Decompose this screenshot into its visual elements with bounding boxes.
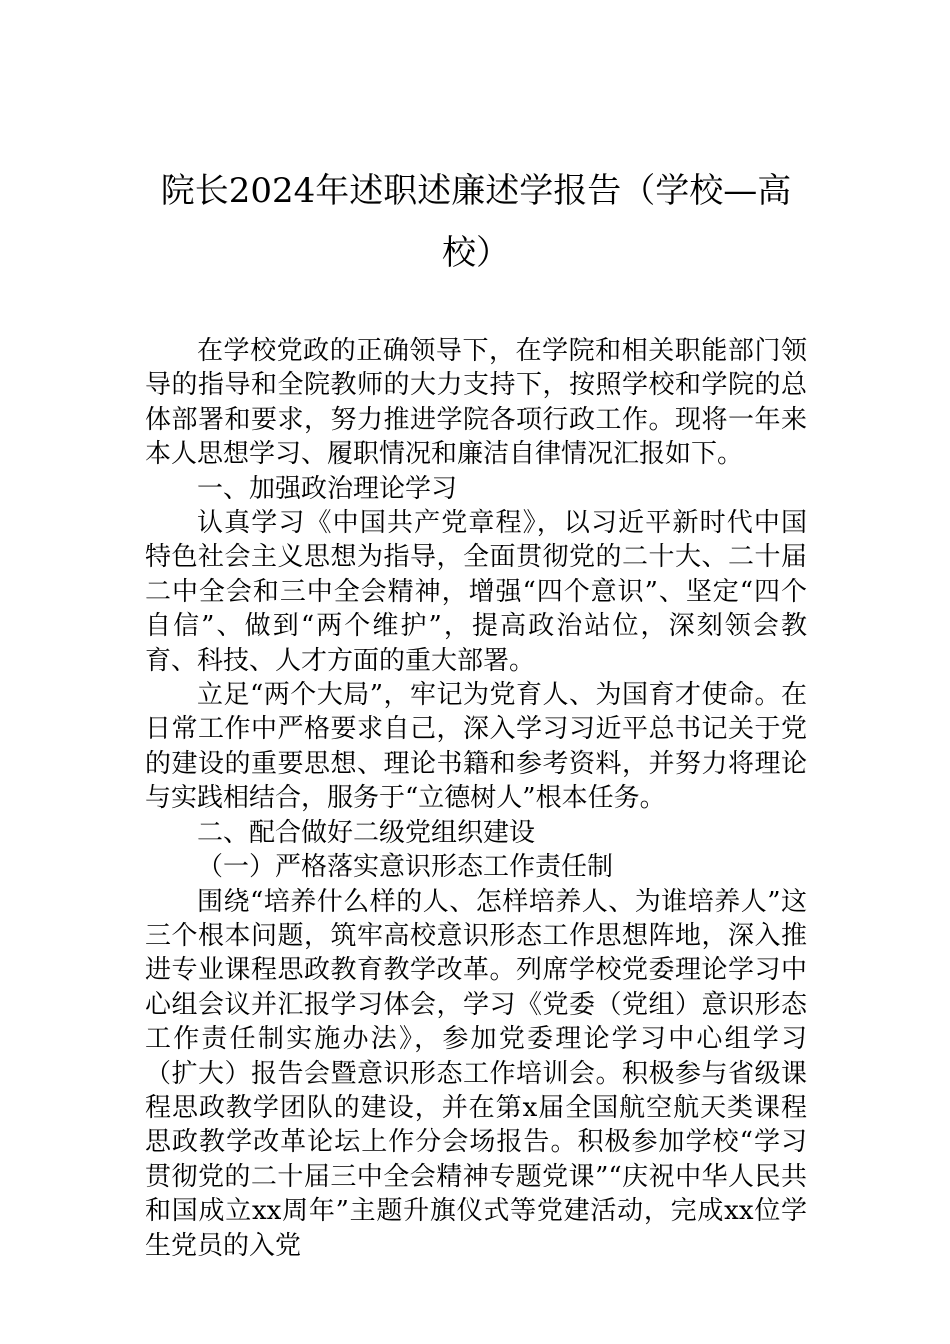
section-1-heading: 一、加强政治理论学习 bbox=[197, 473, 458, 504]
title-line-1: 院长2024年述职述廉述学报告（学校—高 bbox=[160, 171, 792, 211]
document-title bbox=[145, 160, 807, 284]
section-2-paragraph-1: 围绕“培养什么样的人、怎样培养人、为谁培养人”这三个根本问题，筑牢高校意识形态工作思想阵地，深入推进专业课程思政教育教学改革。列席学校党委理论学习中心组会议并汇报学习体会，学习《党委（党组）意识形态工作责任制实施办法》，参加党委理论学习中心组学习（扩大）报告会暨意识形态工作培训会。积极参与省级课程思政教学团队的建设，并在第x届全国航空航天类课程思政教学改革论坛上作分会场报告。积极参加学校“学习贯彻党的二十届三中全会精神专题党课”“庆祝中华人民共和国成立xx周年”主题升旗仪式等党建活动，完成xx位学生党员的入党 bbox=[145, 886, 807, 1261]
document-body bbox=[145, 334, 807, 1263]
section-2-subheading-1: （一）严格落实意识形态工作责任制 bbox=[197, 852, 614, 883]
section-1-paragraph-2: 立足“两个大局”，牢记为党育人、为国育才使命。在日常工作中严格要求自己，深入学习习近平总书记关于党的建设的重要思想、理论书籍和参考资料，并努力将理论与实践相结合，服务于“立德树人”根本任务。 bbox=[145, 680, 807, 814]
section-1-paragraph-1: 认真学习《中国共产党章程》，以习近平新时代中国特色社会主义思想为指导，全面贯彻党的二十大、二十届二中全会和三中全会精神，增强“四个意识”、坚定“四个自信”、做到“两个维护”，提高政治站位，深刻领会教育、科技、人才方面的重大部署。 bbox=[145, 508, 807, 676]
title-line-2: 校） bbox=[442, 233, 510, 273]
intro-paragraph: 在学校党政的正确领导下，在学院和相关职能部门领导的指导和全院教师的大力支持下，按照学校和学院的总体部署和要求，努力推进学院各项行政工作。现将一年来本人思想学习、履职情况和廉洁自律情况汇报如下。 bbox=[145, 336, 807, 470]
document-page bbox=[145, 160, 807, 1263]
section-2-heading: 二、配合做好二级党组织建设 bbox=[197, 817, 536, 848]
